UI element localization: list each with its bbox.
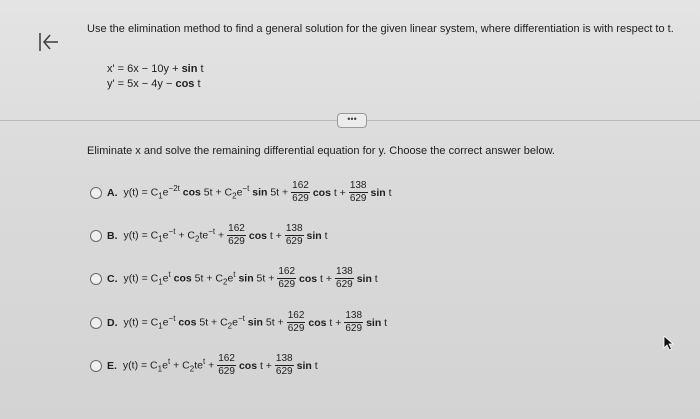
fraction: $\frac{138}{629}$ [275,353,293,377]
option-letter: B. [107,229,118,242]
cos-term: cos t + [248,229,282,242]
sin-term: sin t [296,359,318,372]
option-d-expression: $y(t) = C_1e^{-t}$ $\cos 5t + C_2e^{-t}$ sin 5t + [123,314,284,331]
option-e-expression: $y(t) = C_1e^t + C_2te^t$ + [122,357,215,374]
option-letter: E. [107,359,117,372]
option-letter: D. [107,316,118,329]
radio-icon[interactable] [90,273,102,285]
sin-term: sin t [306,229,328,242]
expand-more-button[interactable]: ••• [337,113,367,128]
sin-term: sin t [370,186,392,199]
fraction: $\frac{162}{629}$ [278,266,296,290]
instruction-text: Eliminate x and solve the remaining differential equation for y. Choose the correct answer below. [87,145,555,157]
option-b[interactable] [90,223,328,248]
fraction: $\frac{162}{629}$ [287,310,305,334]
radio-icon[interactable] [90,187,102,199]
fraction: $\frac{162}{629}$ [228,223,245,247]
cos-term: cos t + [312,186,346,199]
option-letter: C. [107,272,118,285]
radio-icon[interactable] [90,230,102,242]
option-e[interactable] [90,353,318,378]
fraction: $\frac{138}{629}$ [285,223,303,247]
sin-term: sin t [366,316,388,329]
back-to-start-icon[interactable] [36,30,62,54]
fraction: $\frac{138}{629}$ [349,180,367,204]
fraction: $\frac{138}{629}$ [336,266,353,290]
fraction: $\frac{162}{629}$ [292,180,309,204]
equation-x: x' = 6x − 10y + sin t [107,63,204,75]
radio-icon[interactable] [90,317,102,329]
cos-term: cos t + [238,359,272,372]
fraction: $\frac{162}{629}$ [218,353,235,377]
option-letter: A. [107,186,118,199]
option-d[interactable] [90,310,387,335]
radio-icon[interactable] [90,360,102,372]
mouse-pointer-icon [663,335,675,351]
option-c[interactable] [90,266,378,291]
equation-y: y' = 5x − 4y − cos t [107,78,201,90]
option-c-expression: $y(t) = C_1e^t$ $\cos 5t + C_2e^t$ sin 5t + [123,270,275,287]
option-b-expression: $y(t) = C_1e^{-t} + C_2te^{-t}$ + [123,227,225,244]
fraction: $\frac{138}{629}$ [345,310,363,334]
cos-term: cos t + [299,272,333,285]
cos-term: cos t + [308,316,342,329]
question-text: Use the elimination method to find a general solution for the given linear system, where differentiation is with respect to t. [87,23,674,35]
equation-system [107,62,204,92]
option-a-expression: $y(t) = C_1e^{-2t}$ $\cos 5t + C_2e^{-t}$ sin 5t + [123,184,289,201]
sin-term: sin t [356,272,378,285]
option-a[interactable] [90,180,392,205]
